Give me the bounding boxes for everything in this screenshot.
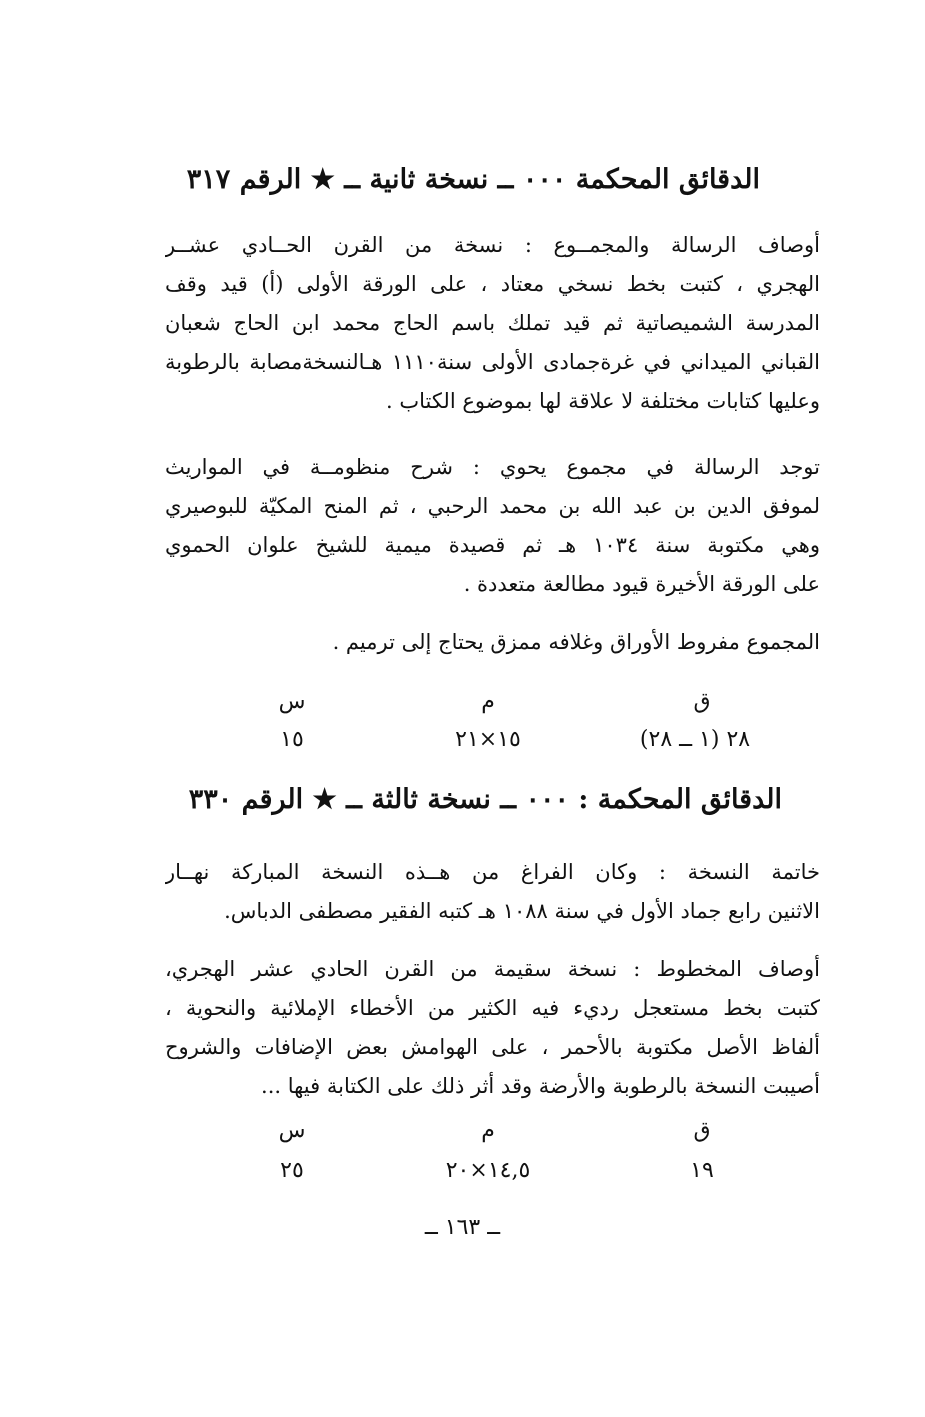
table-header-q: ق — [693, 689, 711, 714]
text-line: وعليها كتابات مختلفة لا علاقة لها بموضوع الكتاب . — [385, 389, 820, 413]
table-value-m: ١٤,٥×٢٠ — [445, 1158, 531, 1183]
text-line: المدرسة الشميصاتية ثم قيد تملك باسم الحاج محمد ابن الحاج شعبان — [165, 311, 820, 335]
text-line: الاثنين رابع جماد الأول في سنة ١٠٨٨ هـ كتبه الفقير مصطفى الدباس. — [224, 899, 820, 923]
text-line: المجموع مفروط الأوراق وغلافه ممزق يحتاج إلى ترميم . — [332, 630, 820, 654]
table-value-q: ١٩ — [690, 1158, 714, 1183]
text-line: القباني الميداني في غرةجمادى الأولى سنة١١١٠ هـالنسخةمصابة بالرطوبة — [165, 350, 820, 374]
text-line: وهي مكتوبة سنة ١٠٣٤ هـ ثم قصيدة ميمية للشيخ علوان الحموي — [165, 533, 820, 557]
paragraph-colophon — [165, 853, 820, 931]
paragraph-collection-contents — [165, 448, 820, 604]
paragraph-manuscript-description-2 — [165, 950, 820, 1106]
paragraph-manuscript-description — [165, 226, 820, 421]
table-value-q: ٢٨ (١ ــ ٢٨) — [639, 727, 751, 752]
table-header-s: س — [278, 689, 306, 714]
table-header-m: م — [481, 1118, 495, 1143]
text-line: لموفق الدين بن عبد الله بن محمد الرحبي ، ثم المنح المكيّة للبوصيري — [165, 494, 820, 518]
table-header-q: ق — [693, 1118, 711, 1143]
text-line: كتبت بخط مستعجل رديء فيه الكثير من الأخطاء الإملائية والنحوية ، — [165, 996, 820, 1020]
text-line: توجد الرسالة في مجموع يحوي : شرح منظومــة في المواريث — [165, 455, 820, 479]
table-value-s: ١٥ — [280, 727, 304, 752]
table-value-s: ٢٥ — [280, 1158, 304, 1183]
table-value-m: ١٥×٢١ — [455, 727, 521, 752]
table-header-m: م — [481, 689, 495, 714]
text-line: الهجري ، كتبت بخط نسخي معتاد ، على الورقة الأولى (أ) قيد وقف — [165, 272, 820, 296]
text-line: على الورقة الأخيرة قيود مطالعة متعددة . — [463, 572, 820, 596]
section-heading-330: الدقائق المحكمة : ٠٠٠ ــ نسخة ثالثة ــ ★ الرقم ٣٣٠ — [188, 784, 782, 815]
paragraph-condition — [165, 623, 820, 662]
text-line: أوصاف المخطوط : نسخة سقيمة من القرن الحادي عشر الهجري، — [165, 957, 820, 981]
table-header-s: س — [278, 1118, 306, 1143]
text-line: ألفاظ الأصل مكتوبة بالأحمر ، على الهوامش بعض الإضافات والشروح — [165, 1035, 820, 1059]
text-line: خاتمة النسخة : وكان الفراغ من هــذه النسخة المباركة نهــار — [165, 860, 820, 884]
page-number: ــ ١٦٣ ــ — [424, 1215, 501, 1240]
section-heading-317: الدقائق المحكمة ٠٠٠ ــ نسخة ثانية ــ ★ الرقم ٣١٧ — [186, 164, 760, 195]
text-line: أصيبت النسخة بالرطوبة والأرضة وقد أثر ذلك على الكتابة فيها ... — [261, 1074, 820, 1098]
text-line: أوصاف الرسالة والمجمــوع : نسخة من القرن الحــادي عشــر — [165, 233, 820, 257]
